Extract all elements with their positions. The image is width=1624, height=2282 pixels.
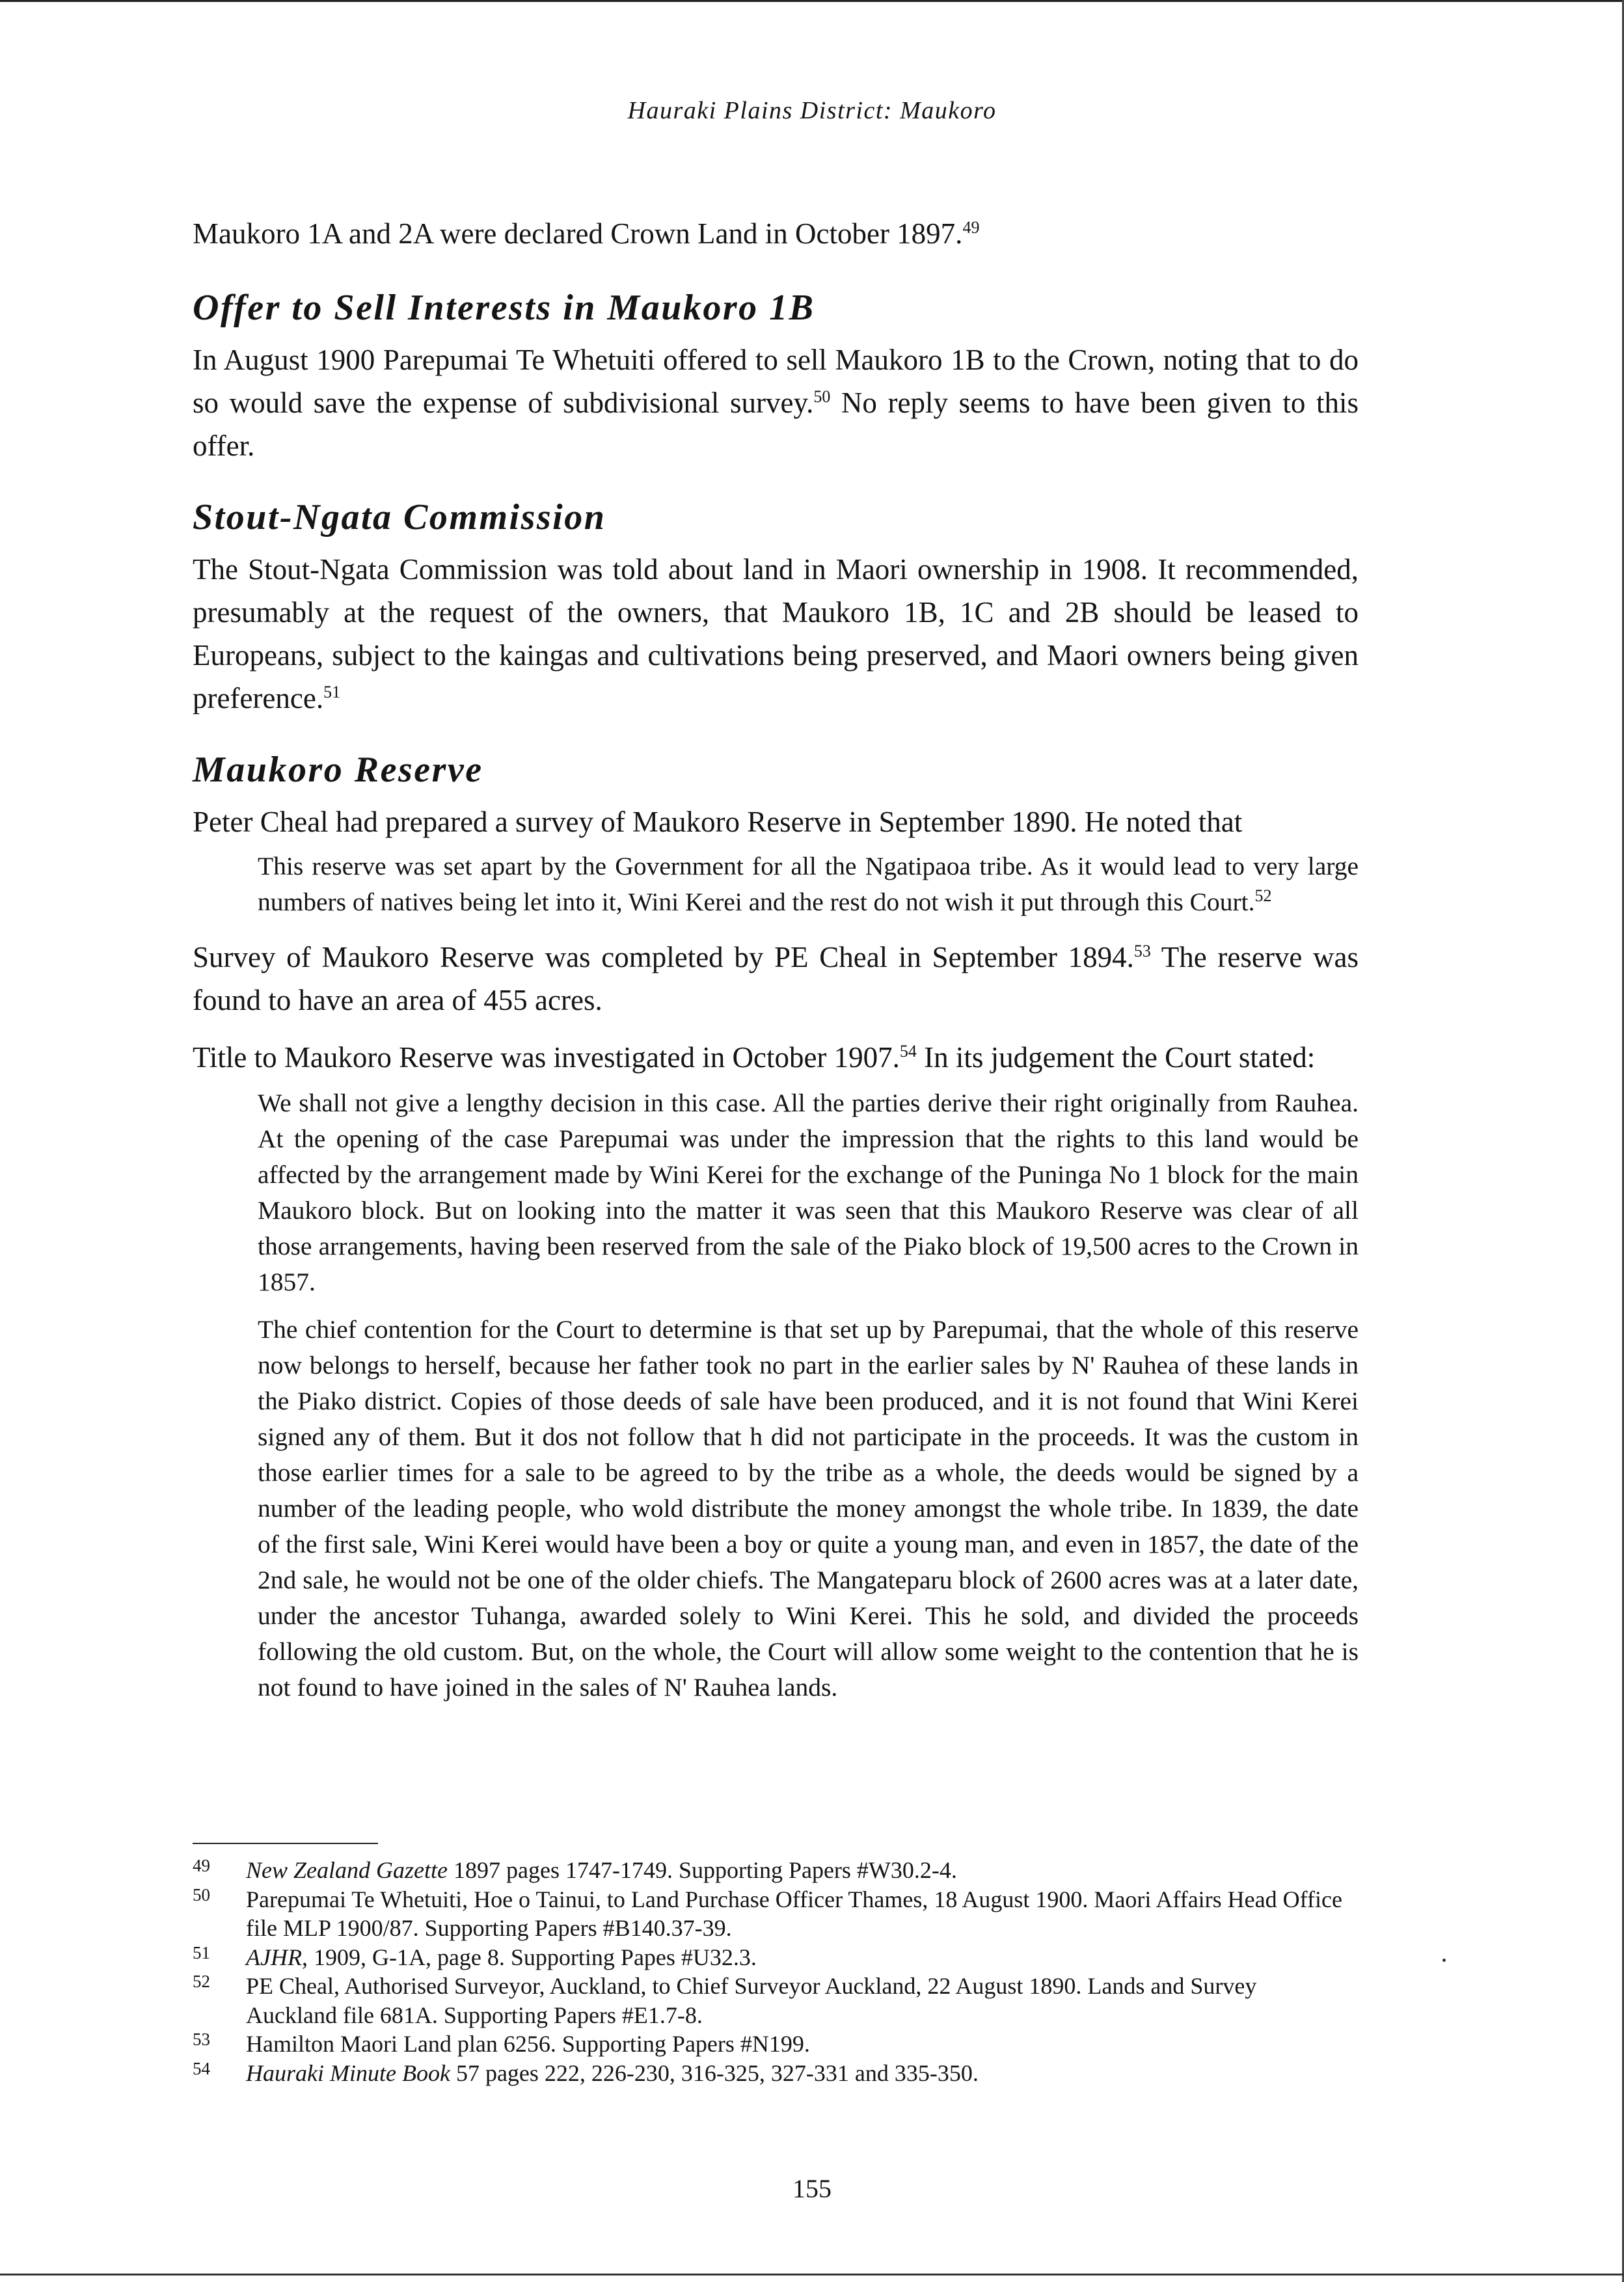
footnote-ref[interactable]: 53 [1133, 942, 1151, 960]
footnote [193, 2059, 1351, 2088]
footnote [193, 2030, 1351, 2059]
footnote-text: New Zealand Gazette 1897 pages 1747-1749. Supporting Papers #W30.2-4. [246, 1857, 957, 1883]
footnote-number: 51 [193, 1942, 210, 1963]
footnote-text: Parepumai Te Whetuiti, Hoe o Tainui, to Land Purchase Officer Thames, 18 August 1900. Maori Affairs Head Office file MLP 1900/87. Supporting Papers #B140.37-39. [246, 1886, 1342, 1941]
page-bottom-edge [0, 2274, 1624, 2275]
body-paragraph: The Stout-Ngata Commission was told about land in Maori ownership in 1908. It recommended, presumably at the request of the owners, that Maukoro 1B, 1C and 2B should be leased to Europeans, subject to the kaingas and cultivations being preserved, and Maori owners being given preference.$^{51}$ [193, 553, 1359, 714]
scan-speck [1442, 1959, 1446, 1962]
footnote [193, 1943, 1351, 1972]
footnote [193, 1856, 1351, 1885]
footnote-text: AJHR, 1909, G-1A, page 8. Supporting Papes #U32.3. [246, 1944, 757, 1970]
footnote [193, 1972, 1351, 2030]
footnotes [193, 1856, 1351, 2087]
footnote-number: 54 [193, 2058, 210, 2078]
block-quote: We shall not give a lengthy decision in this case. All the parties derive their right originally from Rauhea. At the opening of the case Parepumai was under the impression that the rights to this land would be affected by the arrangement made by Wini Kerei for the exchange of the Puninga No 1 block for the main Maukoro block. But on looking into the matter it was seen that this Maukoro Reserve was clear of all those arrangements, having been reserved from the sale of the Piako block of 19,500 acres to the Crown in 1857. [258, 1089, 1359, 1296]
section-heading: Maukoro Reserve [193, 750, 483, 790]
footnote-ref[interactable]: 51 [323, 683, 341, 701]
body-paragraph: In August 1900 Parepumai Te Whetuiti offered to sell Maukoro 1B to the Crown, noting that to do so would save the expense of subdivisional survey.$^{50}$ No reply seems to have been given to this offer. [193, 344, 1359, 462]
footnote-text: PE Cheal, Authorised Surveyor, Auckland, to Chief Surveyor Auckland, 22 August 1890. Lands and Survey Auckland file 681A. Supporting Papers #E1.7-8. [246, 1973, 1257, 2028]
footnote-divider [193, 1843, 378, 1844]
body-paragraph: Peter Cheal had prepared a survey of Maukoro Reserve in September 1890. He noted that [193, 806, 1243, 838]
block-quote: The chief contention for the Court to determine is that set up by Parepumai, that the whole of this reserve now belongs to herself, because her father took no part in the earlier sales by N' Rauhea of these lands in the Piako district. Copies of those deeds of sale have been produced, and it is not found that Wini Kerei signed any of them. But it dos not follow that h did not participate in the proceeds. It was the custom in those earlier times for a sale to be agreed to by the tribe as a whole, the deeds would be signed by a number of the leading people, who wold distribute the money amongst the whole tribe. In 1839, the date of the first sale, Wini Kerei would have been a boy or quite a young man, and even in 1857, the date of the 2nd sale, he would not be one of the older chiefs. The Mangateparu block of 2600 acres was at a later date, under the ancestor Tuhanga, awarded solely to Wini Kerei. This he sold, and divided the proceeds following the old custom. But, on the whole, the Court will allow some weight to the contention that he is not found to have joined in the sales of N' Rauhea lands. [258, 1315, 1359, 1702]
block-quote: This reserve was set apart by the Government for all the Ngatipaoa tribe. As it would lead to very large numbers of natives being let into it, Wini Kerei and the rest do not wish it put through this Court.$^{52}$ [258, 852, 1359, 916]
footnote-ref[interactable]: 52 [1254, 886, 1272, 905]
running-header: Hauraki Plains District: Maukoro [627, 97, 997, 124]
section-heading: Stout-Ngata Commission [193, 497, 606, 537]
footnote-number: 53 [193, 2030, 210, 2049]
page-top-edge [0, 0, 1624, 2]
footnote [193, 1885, 1351, 1943]
footnote-ref[interactable]: 50 [813, 387, 831, 406]
footnote-number: 49 [193, 1856, 210, 1875]
intro-paragraph: Maukoro 1A and 2A were declared Crown Land in October 1897.49 [193, 217, 980, 250]
section-heading: Offer to Sell Interests in Maukoro 1B [193, 288, 815, 328]
footnote-ref[interactable]: 54 [899, 1042, 917, 1061]
footnote-text: Hauraki Minute Book 57 pages 222, 226-230, 316-325, 327-331 and 335-350. [246, 2059, 979, 2086]
body-paragraph: Survey of Maukoro Reserve was completed by PE Cheal in September 1894.53 The reserve was found to have an area of 455 acres. [193, 941, 1359, 1016]
body-paragraph: Title to Maukoro Reserve was investigated in October 1907.54 In its judgement the Court stated: [193, 1041, 1316, 1074]
footnote-ref[interactable]: 49 [962, 218, 980, 237]
footnote-text: Hamilton Maori Land plan 6256. Supporting Papers #N199. [246, 2031, 810, 2057]
footnote-number: 50 [193, 1884, 210, 1905]
main-content [193, 208, 1359, 1705]
page-number: 155 [792, 2174, 832, 2203]
footnote-number: 52 [193, 1972, 210, 1991]
